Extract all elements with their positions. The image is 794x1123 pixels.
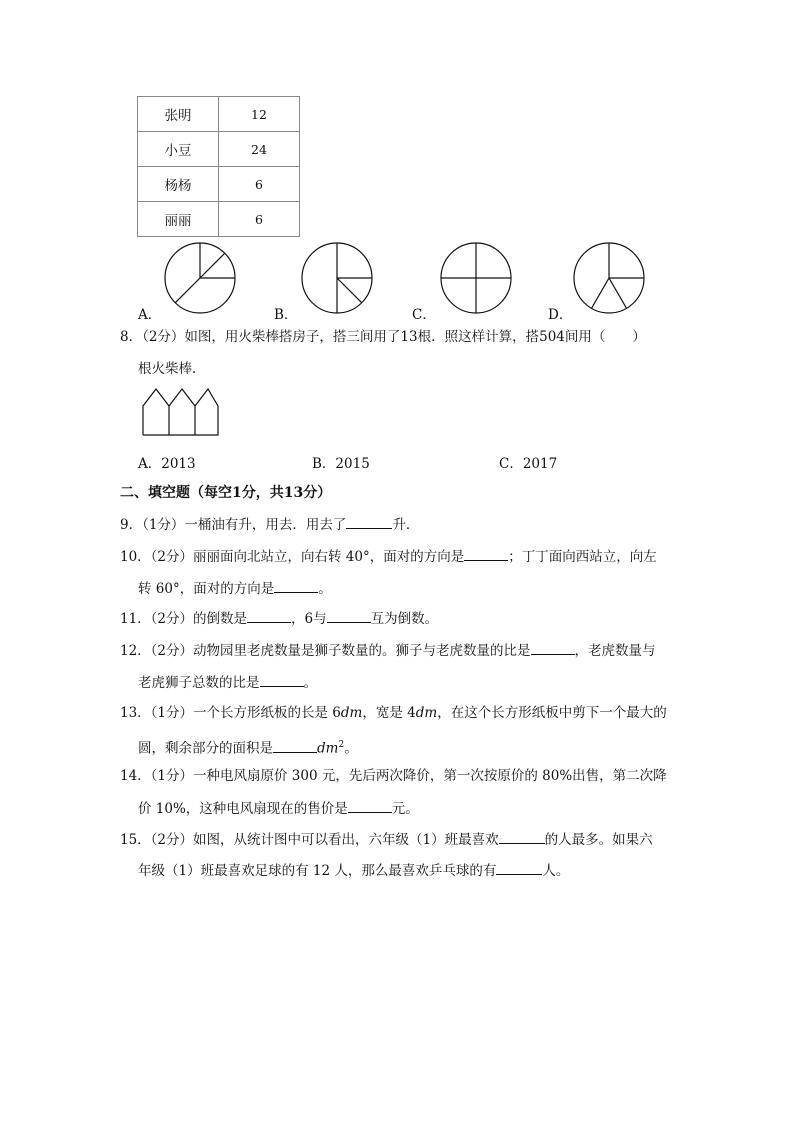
q8-option-c: C．2017 [499, 456, 558, 472]
q12-text-end: 。 [303, 675, 317, 691]
answer-blank [464, 546, 508, 561]
answer-blank [496, 860, 542, 875]
unit-exponent: 2 [338, 740, 345, 750]
table-cell-name: 小豆 [138, 132, 219, 167]
q10-text: 10．（2分）丽丽面向北站立，向右转 40°，面对的方向是 [120, 549, 465, 565]
answer-blank [499, 829, 545, 844]
q8-text-line1: 8．（2分）如图，用火柴棒搭房子，搭三间用了13根．照这样计算，搭504间用（ ） [120, 329, 646, 345]
q12-text: 12．（2分）动物园里老虎数量是狮子数量的。狮子与老虎数量的比是 [120, 643, 531, 659]
table-cell-name: 杨杨 [138, 167, 219, 202]
q13-text-b: ，宽是 4 [362, 705, 416, 721]
answer-blank [531, 640, 575, 655]
question-14-line2 [138, 798, 419, 819]
unit-dm-squared: dm [317, 740, 339, 757]
q15-text: 15．（2分）如图，从统计图中可以看出，六年级（1）班最喜欢 [120, 832, 499, 848]
answer-blank [346, 514, 392, 529]
answer-blank [348, 798, 392, 813]
answer-blank [327, 608, 371, 623]
q13-text-c: ，在这个长方形纸板中剪下一个最大的 [437, 705, 667, 721]
pie-option-c [441, 243, 511, 313]
answer-blank [260, 672, 304, 687]
answer-blank [273, 738, 317, 753]
table-row [138, 132, 300, 167]
question-14-line1: 14．（1分）一种电风扇原价 300 元，先后两次降价，第一次按原价的 80%出售，第二次降 [120, 768, 667, 784]
question-15-line1 [120, 829, 653, 850]
question-12-line1 [120, 640, 656, 661]
q13-text: 13．（1分）一个长方形纸板的长是 6 [120, 705, 341, 721]
q14-text-end: 元。 [391, 801, 419, 817]
q10-text-line2: 转 60°，面对的方向是 [138, 581, 275, 597]
question-15-line2 [138, 860, 569, 881]
table-row [138, 167, 300, 202]
table-cell-value: 12 [219, 97, 300, 132]
question-10-line1 [120, 546, 657, 567]
option-a-label: A． [138, 307, 162, 323]
pie-options-figure [130, 238, 660, 328]
unit-dm: dm [340, 705, 363, 721]
q15-text-mid: 的人最多。如果六 [544, 832, 653, 848]
q12-text-line2: 老虎狮子总数的比是 [138, 675, 260, 691]
q11-text-end: 互为倒数。 [370, 611, 439, 627]
q15-text-line2: 年级（1）班最喜欢足球的有 12 人，那么最喜欢乒乓球的有 [138, 863, 497, 879]
table-cell-value: 6 [219, 167, 300, 202]
q11-text: 11．（2分）的倒数是 [120, 611, 248, 627]
table-cell-name: 张明 [138, 97, 219, 132]
q8-option-a: A．2013 [138, 456, 196, 472]
pie-option-a [165, 243, 235, 313]
question-11 [120, 608, 438, 629]
table-cell-value: 6 [219, 202, 300, 237]
q13-text-end: 。 [344, 740, 358, 757]
table-cell-name: 丽丽 [138, 202, 219, 237]
question-13-line2 [138, 735, 358, 759]
q8-option-b: B．2015 [312, 456, 370, 472]
pie-option-d [574, 243, 644, 313]
table-row [138, 202, 300, 237]
q10-text-mid: ；丁丁面向西站立，向左 [508, 549, 657, 565]
unit-dm: dm [415, 705, 438, 721]
section-heading: 二、填空题（每空1分，共13分） [120, 485, 332, 501]
q14-text-line2: 价 10%，这种电风扇现在的售价是 [138, 801, 348, 817]
q10-text-end: 。 [318, 581, 332, 597]
q8-text-line2: 根火柴棒． [138, 361, 206, 377]
score-table [137, 96, 300, 237]
table-cell-value: 24 [219, 132, 300, 167]
q9-text-end: 升． [392, 517, 420, 533]
answer-blank [274, 578, 318, 593]
q11-text-mid: ，6与 [291, 611, 327, 627]
question-9 [120, 514, 419, 535]
answer-blank [247, 608, 291, 623]
matchstick-houses-figure [140, 386, 222, 438]
question-10-line2 [138, 578, 332, 599]
pie-option-b [302, 243, 372, 313]
option-b-label: B． [274, 307, 298, 323]
option-d-label: D． [548, 307, 573, 323]
q12-text-mid: ，老虎数量与 [574, 643, 656, 659]
q13-text-line2: 圆，剩余部分的面积是 [138, 740, 273, 757]
q9-text: 9．（1分）一桶油有升，用去．用去了 [120, 517, 347, 533]
question-13-line1 [120, 703, 667, 723]
question-12-line2 [138, 672, 317, 693]
option-c-label: C． [412, 307, 436, 323]
table-row [138, 97, 300, 132]
q15-text-end: 人。 [542, 863, 570, 879]
